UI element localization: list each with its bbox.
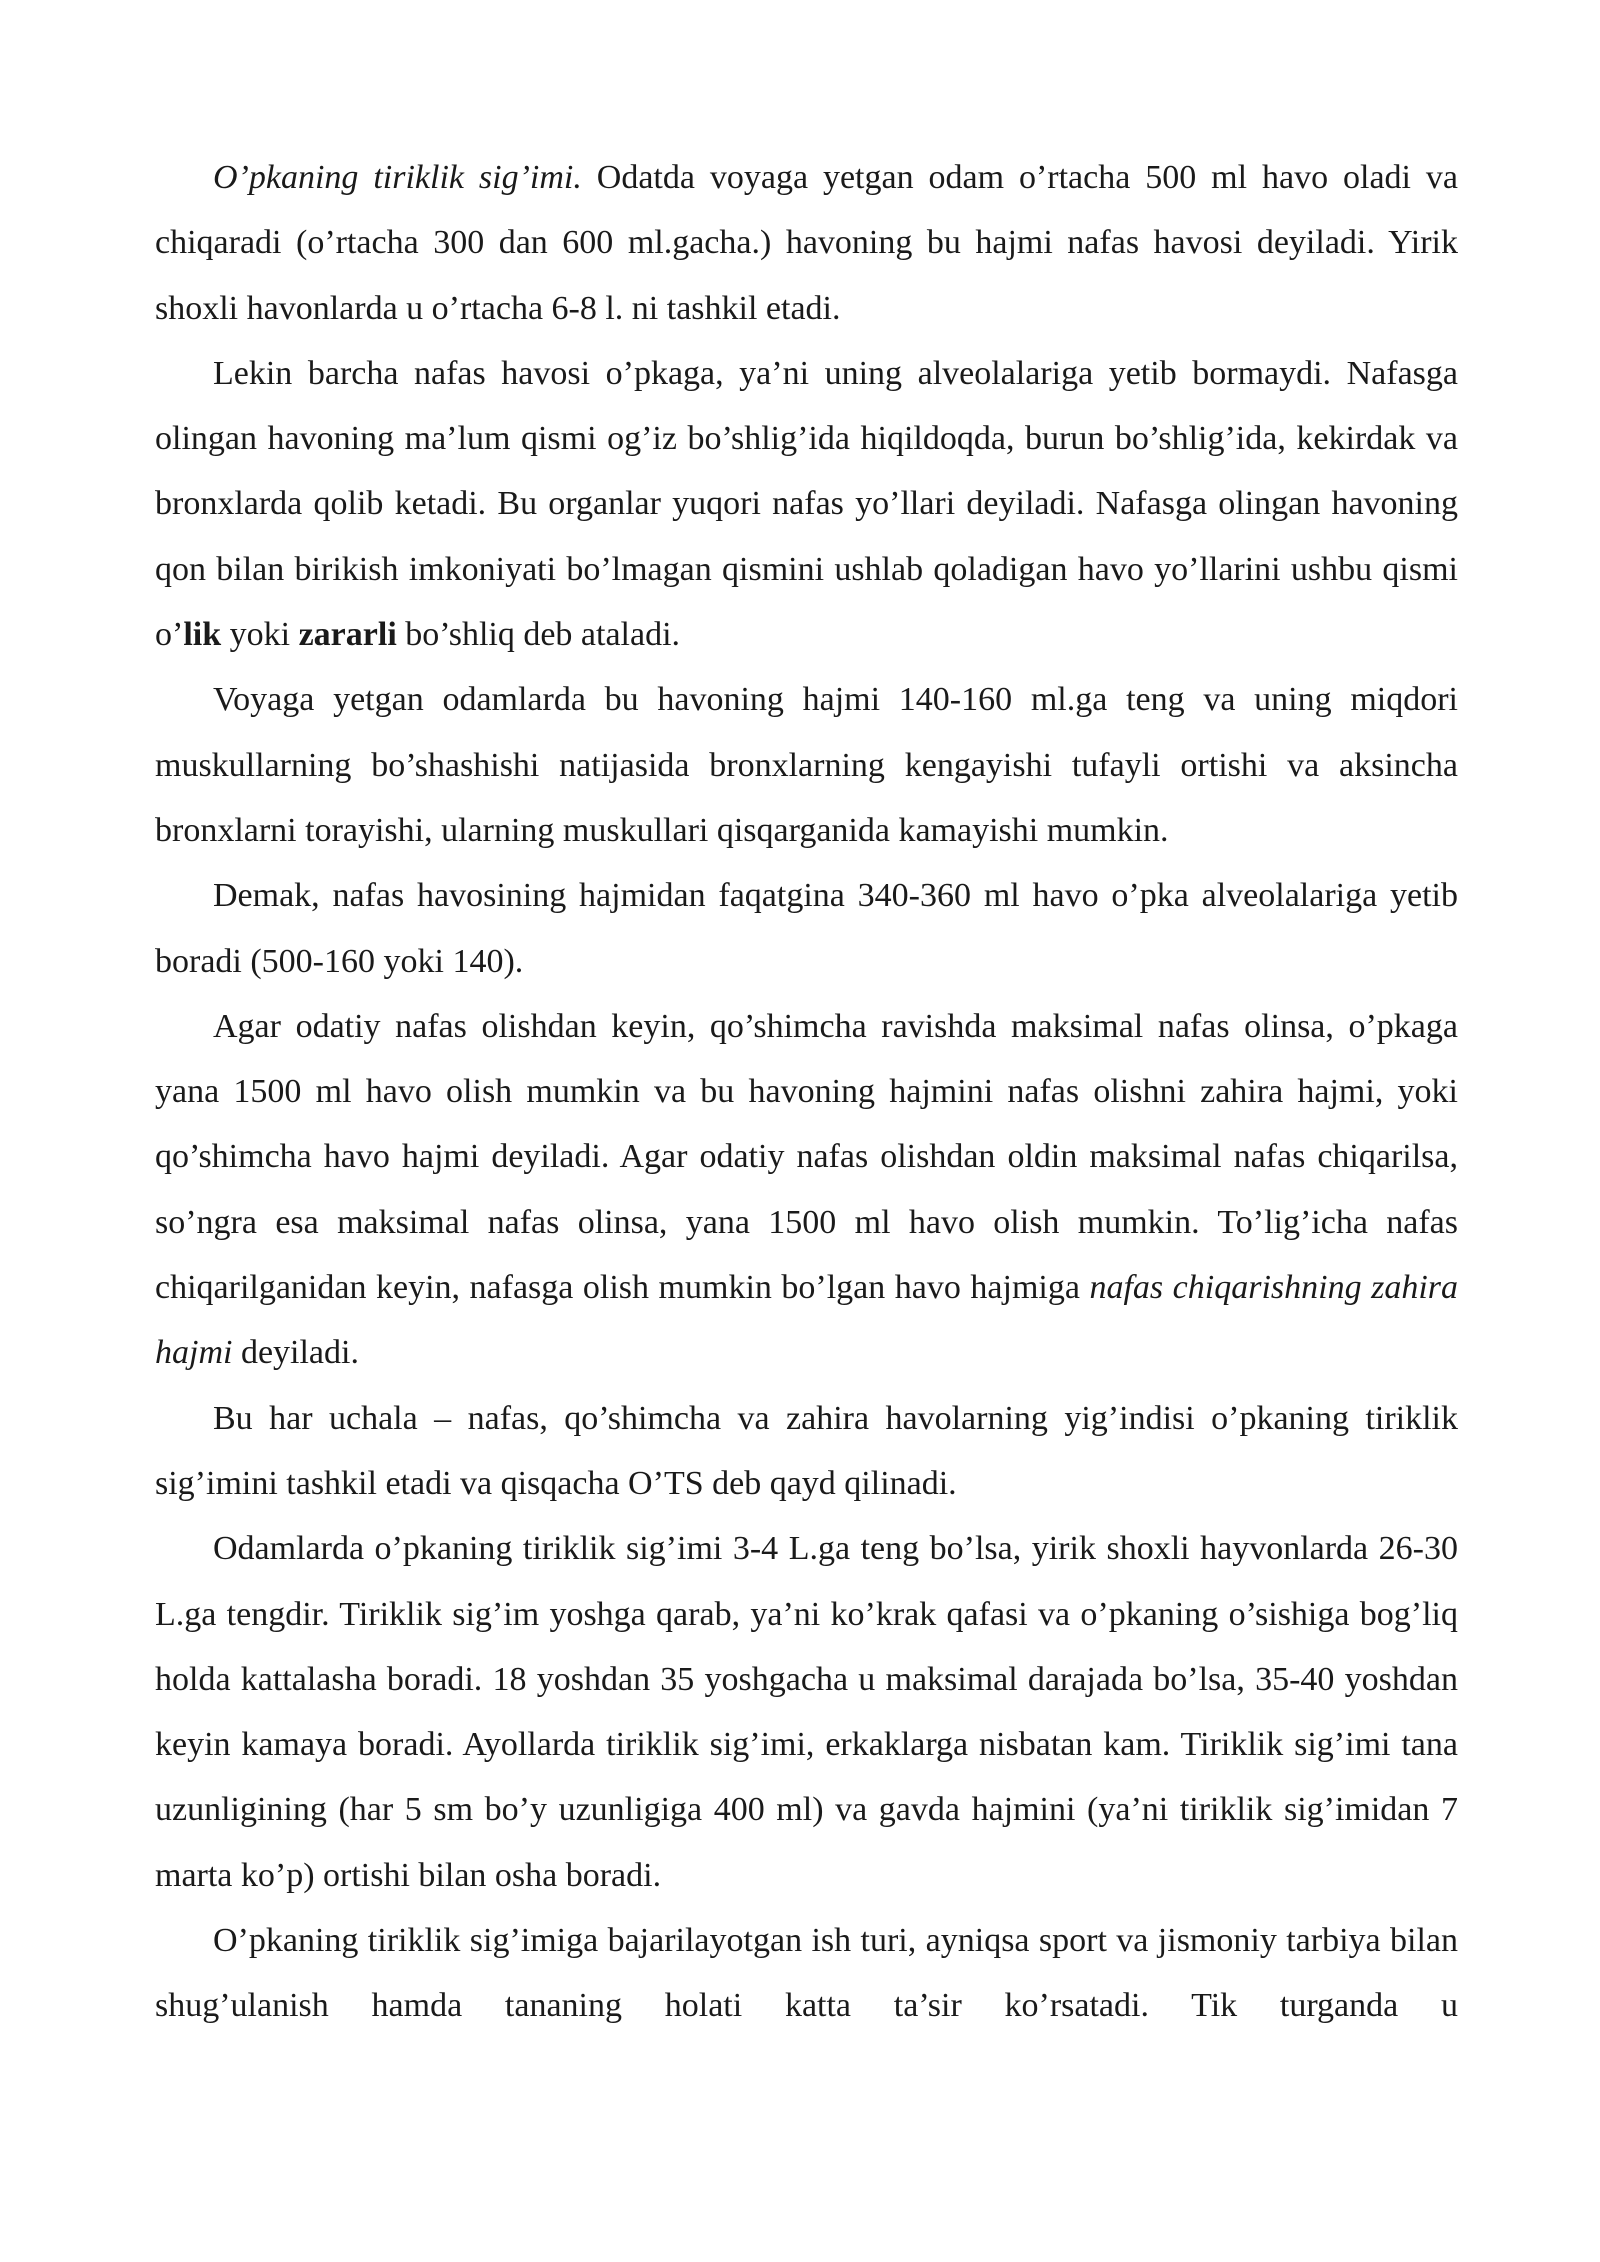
paragraph-2-bold-lik: lik <box>183 616 222 654</box>
paragraph-2-text-after: bo’shliq deb ataladi. <box>396 616 681 654</box>
paragraph-7: Odamlarda o’pkaning tiriklik sig’imi 3-4 L.ga teng bo’lsa, yirik shoxli hayvonlarda 26-30 L.ga tengdir. Tiriklik sig’im yoshga qarab, ya’ni ko’krak qafasi va o’pkaning o’sishiga bog’liq holda kattalasha boradi. 18 yoshdan 35 yoshgacha u maksimal darajada bo’lsa, 35-40 yoshdan keyin kamaya boradi. Ayollarda tiriklik sig’imi, erkaklarga nisbatan kam. Tiriklik sig’imi tana uzunligining (har 5 sm bo’y uzunligiga 400 ml) va gavda hajmini (ya’ni tiriklik sig’imidan 7 marta ko’p) ortishi bilan osha boradi. <box>155 1530 1458 1894</box>
paragraph-1-lead-italic: O’pkaning tiriklik sig’imi. <box>213 159 582 196</box>
paragraph-1-text: Odatda voyaga yetgan odam o’rtacha 500 ml havo oladi va chiqaradi (o’rtacha 300 dan 600 ml.gacha.) havoning bu hajmi nafas havosi deyiladi. Yirik shoxli havonlarda u o’rtacha 6-8 l. ni tashkil etadi. <box>155 159 1458 327</box>
paragraph-2-text-middle: yoki <box>221 616 299 654</box>
paragraph-2-text-before: Lekin barcha nafas havosi o’pkaga, ya’ni uning alveolalariga yetib bormaydi. Nafasga olingan havoning ma’lum qismi og’iz bo’shlig’ida hiqildoqda, burun bo’shlig’ida, kekirdak va bronxlarda qolib ketadi. Bu organlar yuqori nafas yo’llari deyiladi. Nafasga olingan havoning qon bilan birikish imkoniyati bo’lmagan qismini ushlab qoladigan havo yo’llarini ushbu qismi o’ <box>155 354 1458 654</box>
paragraph-6: Bu har uchala – nafas, qo’shimcha va zahira havolarning yig’indisi o’pkaning tiriklik sig’imini tashkil etadi va qisqacha O’TS deb qayd qilinadi. <box>155 1399 1458 1502</box>
paragraph-4: Demak, nafas havosining hajmidan faqatgina 340-360 ml havo o’pka alveolalariga yetib boradi (500-160 yoki 140). <box>155 877 1458 980</box>
paragraph-5 <box>155 994 1458 1386</box>
paragraph-2 <box>155 341 1458 667</box>
paragraph-8: O’pkaning tiriklik sig’imiga bajarilayotgan ish turi, ayniqsa sport va jismoniy tarbiya bilan shug’ulanish hamda tananing holati katta ta’sir ko’rsatadi. Tik turganda u <box>155 1922 1458 2025</box>
document-page <box>155 145 1458 2039</box>
paragraph-5-italic-term: nafas chiqarishning zahira hajmi <box>155 1269 1458 1372</box>
paragraph-2-bold-zararli: zararli <box>298 616 397 654</box>
paragraph-5-text-after: deyiladi. <box>232 1334 359 1372</box>
paragraph-1 <box>155 145 1458 341</box>
paragraph-3: Voyaga yetgan odamlarda bu havoning hajmi 140-160 ml.ga teng va uning miqdori muskullarning bo’shashishi natijasida bronxlarning kengayishi tufayli ortishi va aksincha bronxlarni torayishi, ularning muskullari qisqarganida kamayishi mumkin. <box>155 681 1458 849</box>
paragraph-5-text-before: Agar odatiy nafas olishdan keyin, qo’shimcha ravishda maksimal nafas olinsa, o’pkaga yana 1500 ml havo olish mumkin va bu havoning hajmini nafas olishni zahira hajmi, yoki qo’shimcha havo hajmi deyiladi. Agar odatiy nafas olishdan oldin maksimal nafas chiqarilsa, so’ngra esa maksimal nafas olinsa, yana 1500 ml havo olish mumkin. To’lig’icha nafas chiqarilganidan keyin, nafasga olish mumkin bo’lgan havo hajmiga <box>155 1007 1458 1307</box>
